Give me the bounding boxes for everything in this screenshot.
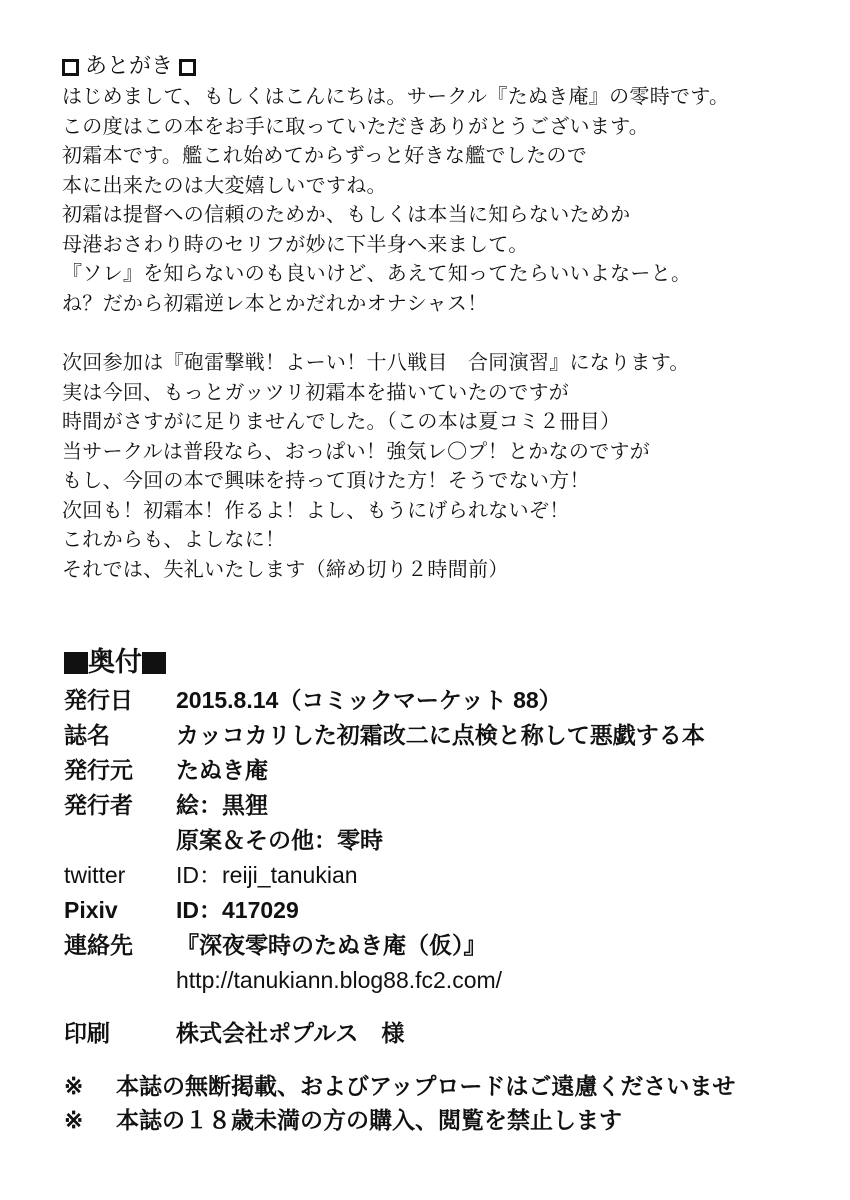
afterword-paragraph-2 [62,348,822,584]
colophon-row-printer [64,1016,804,1051]
row-value: 2015.8.14（コミックマーケット 88） [176,687,562,713]
row-label: twitter [64,862,126,888]
notice-line [64,1069,804,1103]
reference-mark-icon: ※ [64,1107,84,1133]
row-label: 発行者 [64,792,133,818]
colophon-heading [64,645,804,681]
afterword-line: 母港おさわり時のセリフが妙に下半身へ来まして。 [62,231,529,256]
afterword-line: ね？だから初霜逆レ本とかだれかオナシャス！ [62,290,488,315]
row-label: Pixiv [64,897,118,923]
afterword-line: それでは、失礼いたします（締め切り２時間前） [62,556,509,581]
afterword-line: もし、今回の本で興味を持って頂けた方！そうでない方！ [62,468,590,492]
row-gap [64,998,804,1016]
black-square-icon [142,652,166,674]
row-value: たぬき庵 [176,757,268,783]
row-label: 連絡先 [64,932,133,958]
colophon-row-contact-url [64,963,804,998]
row-label: 印刷 [64,1020,110,1046]
row-value: ID：reiji_tanukian [176,862,358,888]
afterword-title-text: あとがき [85,54,174,79]
afterword-line: 『ソレ』を知らないのも良いけど、あえて知ってたらいいよなーと。 [62,261,692,285]
row-label: 発行日 [64,687,133,713]
colophon-table [64,683,804,1137]
notice-line [64,1103,804,1137]
afterword-line: 初霜は提督への信頼のためか、もしくは本当に知らないためか [62,202,631,226]
colophon-row-authors-cont [64,823,804,858]
row-gap [64,1051,804,1069]
afterword-line: 当サークルは普段なら、おっぱい！強気レ〇プ！とかなのですが [62,438,651,463]
paragraph-gap [62,318,822,348]
row-label-empty [64,823,176,858]
colophon-row-issue-date [64,683,804,718]
afterword-line: この度はこの本をお手に取っていただきありがとうございます。 [62,113,650,138]
afterword-title [62,52,822,82]
row-label: 発行元 [64,757,133,783]
afterword-line: 時間がさすがに足りませんでした。（この本は夏コミ２冊目） [62,409,621,433]
notice-text: 本誌の１８歳未満の方の購入、閲覧を禁止します [116,1107,622,1133]
row-value: 株式会社ポプルス 様 [176,1020,405,1046]
afterword-line: 次回参加は『砲雷撃戦！よーい！十八戦目 合同演習』になります。 [62,350,690,374]
colophon-row-pixiv [64,893,804,928]
row-value: 『深夜零時のたぬき庵（仮）』 [176,932,487,958]
colophon-heading-text: 奥付 [88,647,142,678]
black-square-icon [64,652,88,674]
row-label-empty [64,963,176,998]
notice-text: 本誌の無断掲載、およびアップロードはご遠慮くださいませ [116,1073,736,1099]
colophon-row-contact [64,928,804,963]
square-outline-icon [179,59,196,76]
afterword-line: これからも、よしなに！ [62,527,286,551]
afterword-section [62,52,822,584]
row-label: 誌名 [64,722,110,748]
afterword-line: はじめまして、もしくはこんにちは。サークル『たぬき庵』の零時です。 [62,84,730,108]
reference-mark-icon: ※ [64,1073,84,1099]
square-outline-icon [62,59,79,76]
colophon-row-title [64,718,804,753]
afterword-paragraph-1 [62,82,822,318]
colophon-row-twitter [64,858,804,893]
afterword-line: 本に出来たのは大変嬉しいですね。 [62,172,387,197]
afterword-line: 初霜本です。艦これ始めてからずっと好きな艦でしたので [62,143,587,167]
row-value: 絵：黒狸 [176,792,268,818]
afterword-line: 実は今回、もっとガッツリ初霜本を描いていたのですが [62,379,570,404]
row-value: カッコカリした初霜改二に点検と称して悪戯する本 [176,722,705,748]
row-value: ID：417029 [176,897,299,923]
colophon-row-authors [64,788,804,823]
row-value: 原案＆その他：零時 [176,827,383,853]
contact-url: http://tanukiann.blog88.fc2.com/ [176,967,503,993]
colophon-section [64,645,804,1137]
afterword-line: 次回も！初霜本！作るよ！よし、もうにげられないぞ！ [62,497,570,522]
colophon-row-publisher [64,753,804,788]
